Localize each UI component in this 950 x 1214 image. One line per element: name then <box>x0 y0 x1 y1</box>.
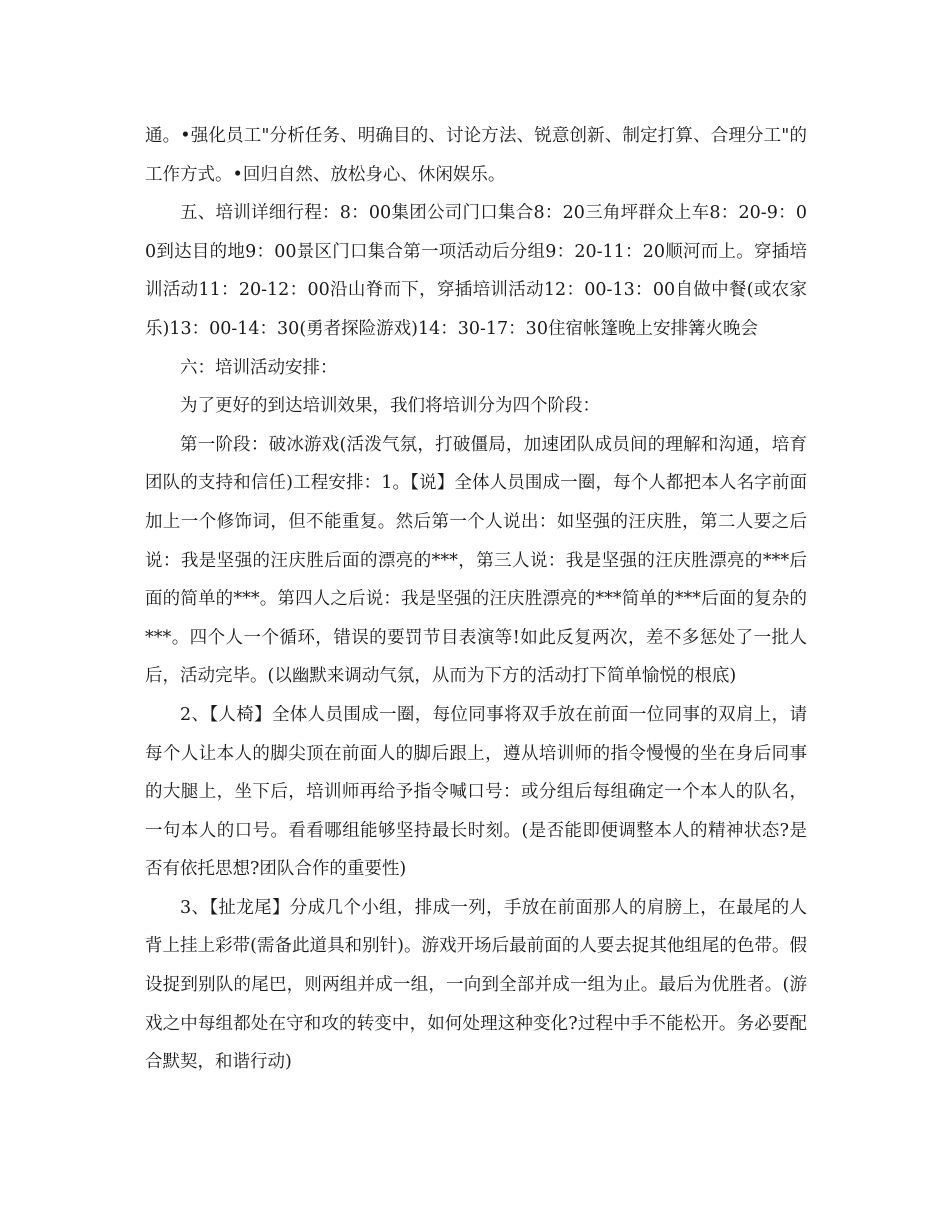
paragraph-four-stages: 为了更好的到达培训效果，我们将培训分为四个阶段： <box>180 396 600 417</box>
paragraph-dragon-tail: 3、【扯龙尾】分成几个小组，排成一列，手放在前面那人的肩膀上，在最尾的人背上挂上彩带(需备此道具和别针)。游戏开场后最前面的人要去捉其他组尾的色带。假设捉到别队的尾巴，则两组并成一组，一向到全部并成一组为止。最后为优胜者。(游戏之中每组都处在守和攻的转变中，如何处理这种变化?过程中手不能松开。务必要配合默契，和谐行动) <box>145 897 807 1073</box>
paragraph-activity-heading: 六：培训活动安排： <box>180 357 338 378</box>
paragraph-stage-one: 第一阶段：破冰游戏(活泼气氛，打破僵局，加速团队成员间的理解和沟通，培育团队的支持和信任)工程安排：1。【说】全体人员围成一圈，每个人都把本人名字前面加上一个修饰词，但不能重复。然后第一个人说出：如坚强的汪庆胜，第二人要之后说：我是坚强的汪庆胜后面的漂亮的***，第三人说：我是坚强的汪庆胜漂亮的***后面的简单的***。第四人之后说：我是坚强的汪庆胜漂亮的***简单的***后面的复杂的***。四个人一个循环，错误的要罚节目表演等!如此反复两次，差不多惩处了一批人后，活动完毕。(以幽默来调动气氛，从而为下方的活动打下简单愉悦的根底) <box>145 434 807 687</box>
paragraph-work-style: 通。•强化员工"分析任务、明确目的、讨论方法、锐意创新、制定打算、合理分工"的工作方式。•回归自然、放松身心、休闲娱乐。 <box>145 126 807 185</box>
document-body <box>145 117 807 1082</box>
paragraph-human-chair: 2、【人椅】全体人员围成一圈，每位同事将双手放在前面一位同事的双肩上，请每个人让本人的脚尖顶在前面人的脚后跟上，遵从培训师的指令慢慢的坐在身后同事的大腿上，坐下后，培训师再给予指令喊口号：或分组后每组确定一个本人的队名，一句本人的口号。看看哪组能够坚持最长时刻。(是否能即便调整本人的精神状态?是否有依托思想?团队合作的重要性) <box>145 704 807 880</box>
paragraph-training-schedule: 五、培训详细行程：8：00集团公司门口集合8：20三角坪群众上车8：20-9：00到达目的地9：00景区门口集合第一项活动后分组9：20-11：20顺河而上。穿插培训活动11：20-12：00沿山脊而下，穿插培训活动12：00-13：00自做中餐(或农家乐)13：00-14：30(勇者探险游戏)14：30-17：30住宿帐篷晚上安排篝火晚会 <box>145 203 807 339</box>
